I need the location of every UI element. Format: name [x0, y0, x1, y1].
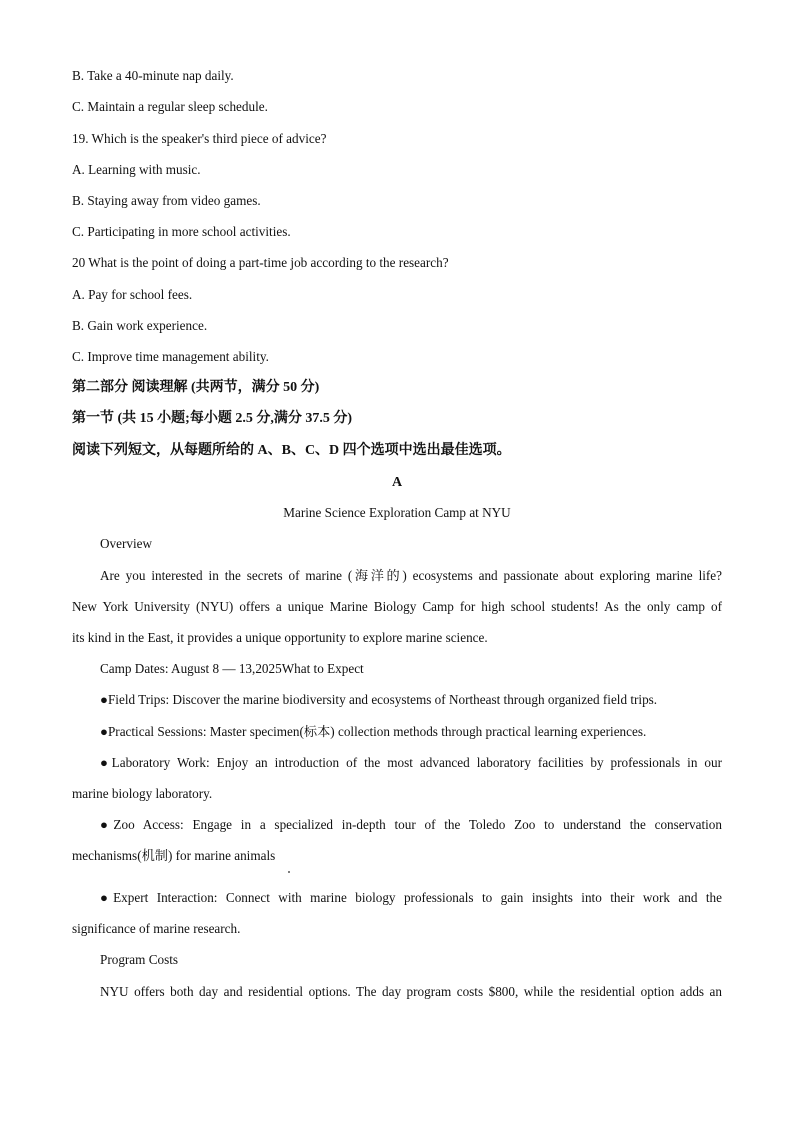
passage-title: Marine Science Exploration Camp at NYU	[283, 505, 511, 520]
bullet-field-trips: ●Field Trips: Discover the marine biodiversity and ecosystems of Northeast through organized field trips.	[100, 692, 658, 707]
bullet-practical-sessions: ●Practical Sessions: Master specimen(标本) collection methods through practical learning experiences.	[100, 724, 647, 739]
q20-option-c: C. Improve time management ability.	[72, 349, 269, 364]
q20-option-b: B. Gain work experience.	[72, 318, 208, 333]
instruction: 阅读下列短文，从每题所给的 A、B、C、D 四个选项中选出最佳选项。	[72, 443, 511, 458]
q19-stem: 19. Which is the speaker's third piece of advice?	[72, 131, 327, 146]
program-costs-heading: Program Costs	[100, 952, 179, 967]
q18-option-c: C. Maintain a regular sleep schedule.	[72, 99, 268, 114]
camp-dates: Camp Dates: August 8 — 13,2025What to Expect	[100, 661, 364, 676]
passage-letter: A	[391, 475, 403, 490]
section-title: 第一节 (共 15 小题;每小题 2.5 分,满分 37.5 分)	[72, 411, 352, 426]
bullet-lab-line-2: marine biology laboratory.	[72, 786, 213, 801]
q19-option-a: A. Learning with music.	[72, 162, 201, 177]
intro-line-2: New York University (NYU) offers a unique Marine Biology Camp for high school students! As the only camp of	[72, 599, 722, 614]
bullet-expert-line-2: significance of marine research.	[72, 921, 241, 936]
bullet-zoo-line-2: mechanisms(机制) for marine animals	[72, 848, 276, 863]
overview-heading: Overview	[100, 536, 152, 551]
intro-line-3: its kind in the East, it provides a unique opportunity to explore marine science.	[72, 630, 488, 645]
q19-option-c: C. Participating in more school activities.	[72, 224, 291, 239]
bullet-zoo-line-1: ●Zoo Access: Engage in a specialized in-depth tour of the Toledo Zoo to understand the conservation	[100, 817, 722, 832]
q18-option-b: B. Take a 40-minute nap daily.	[72, 68, 234, 83]
stray-dot	[288, 871, 290, 873]
bullet-expert-line-1: ●Expert Interaction: Connect with marine biology professionals to gain insights into their work and the	[100, 890, 722, 905]
program-costs-line-1: NYU offers both day and residential options. The day program costs $800, while the residential option adds an	[100, 984, 722, 999]
part-title: 第二部分 阅读理解 (共两节，满分 50 分)	[72, 380, 320, 395]
q20-option-a: A. Pay for school fees.	[72, 287, 193, 302]
intro-line-1: Are you interested in the secrets of marine (海洋的) ecosystems and passionate about exploring marine life?	[100, 568, 722, 583]
q20-stem: 20 What is the point of doing a part-time job according to the research?	[72, 255, 449, 270]
bullet-lab-line-1: ●Laboratory Work: Enjoy an introduction of the most advanced laboratory facilities by professionals in our	[100, 755, 722, 770]
q19-option-b: B. Staying away from video games.	[72, 193, 261, 208]
